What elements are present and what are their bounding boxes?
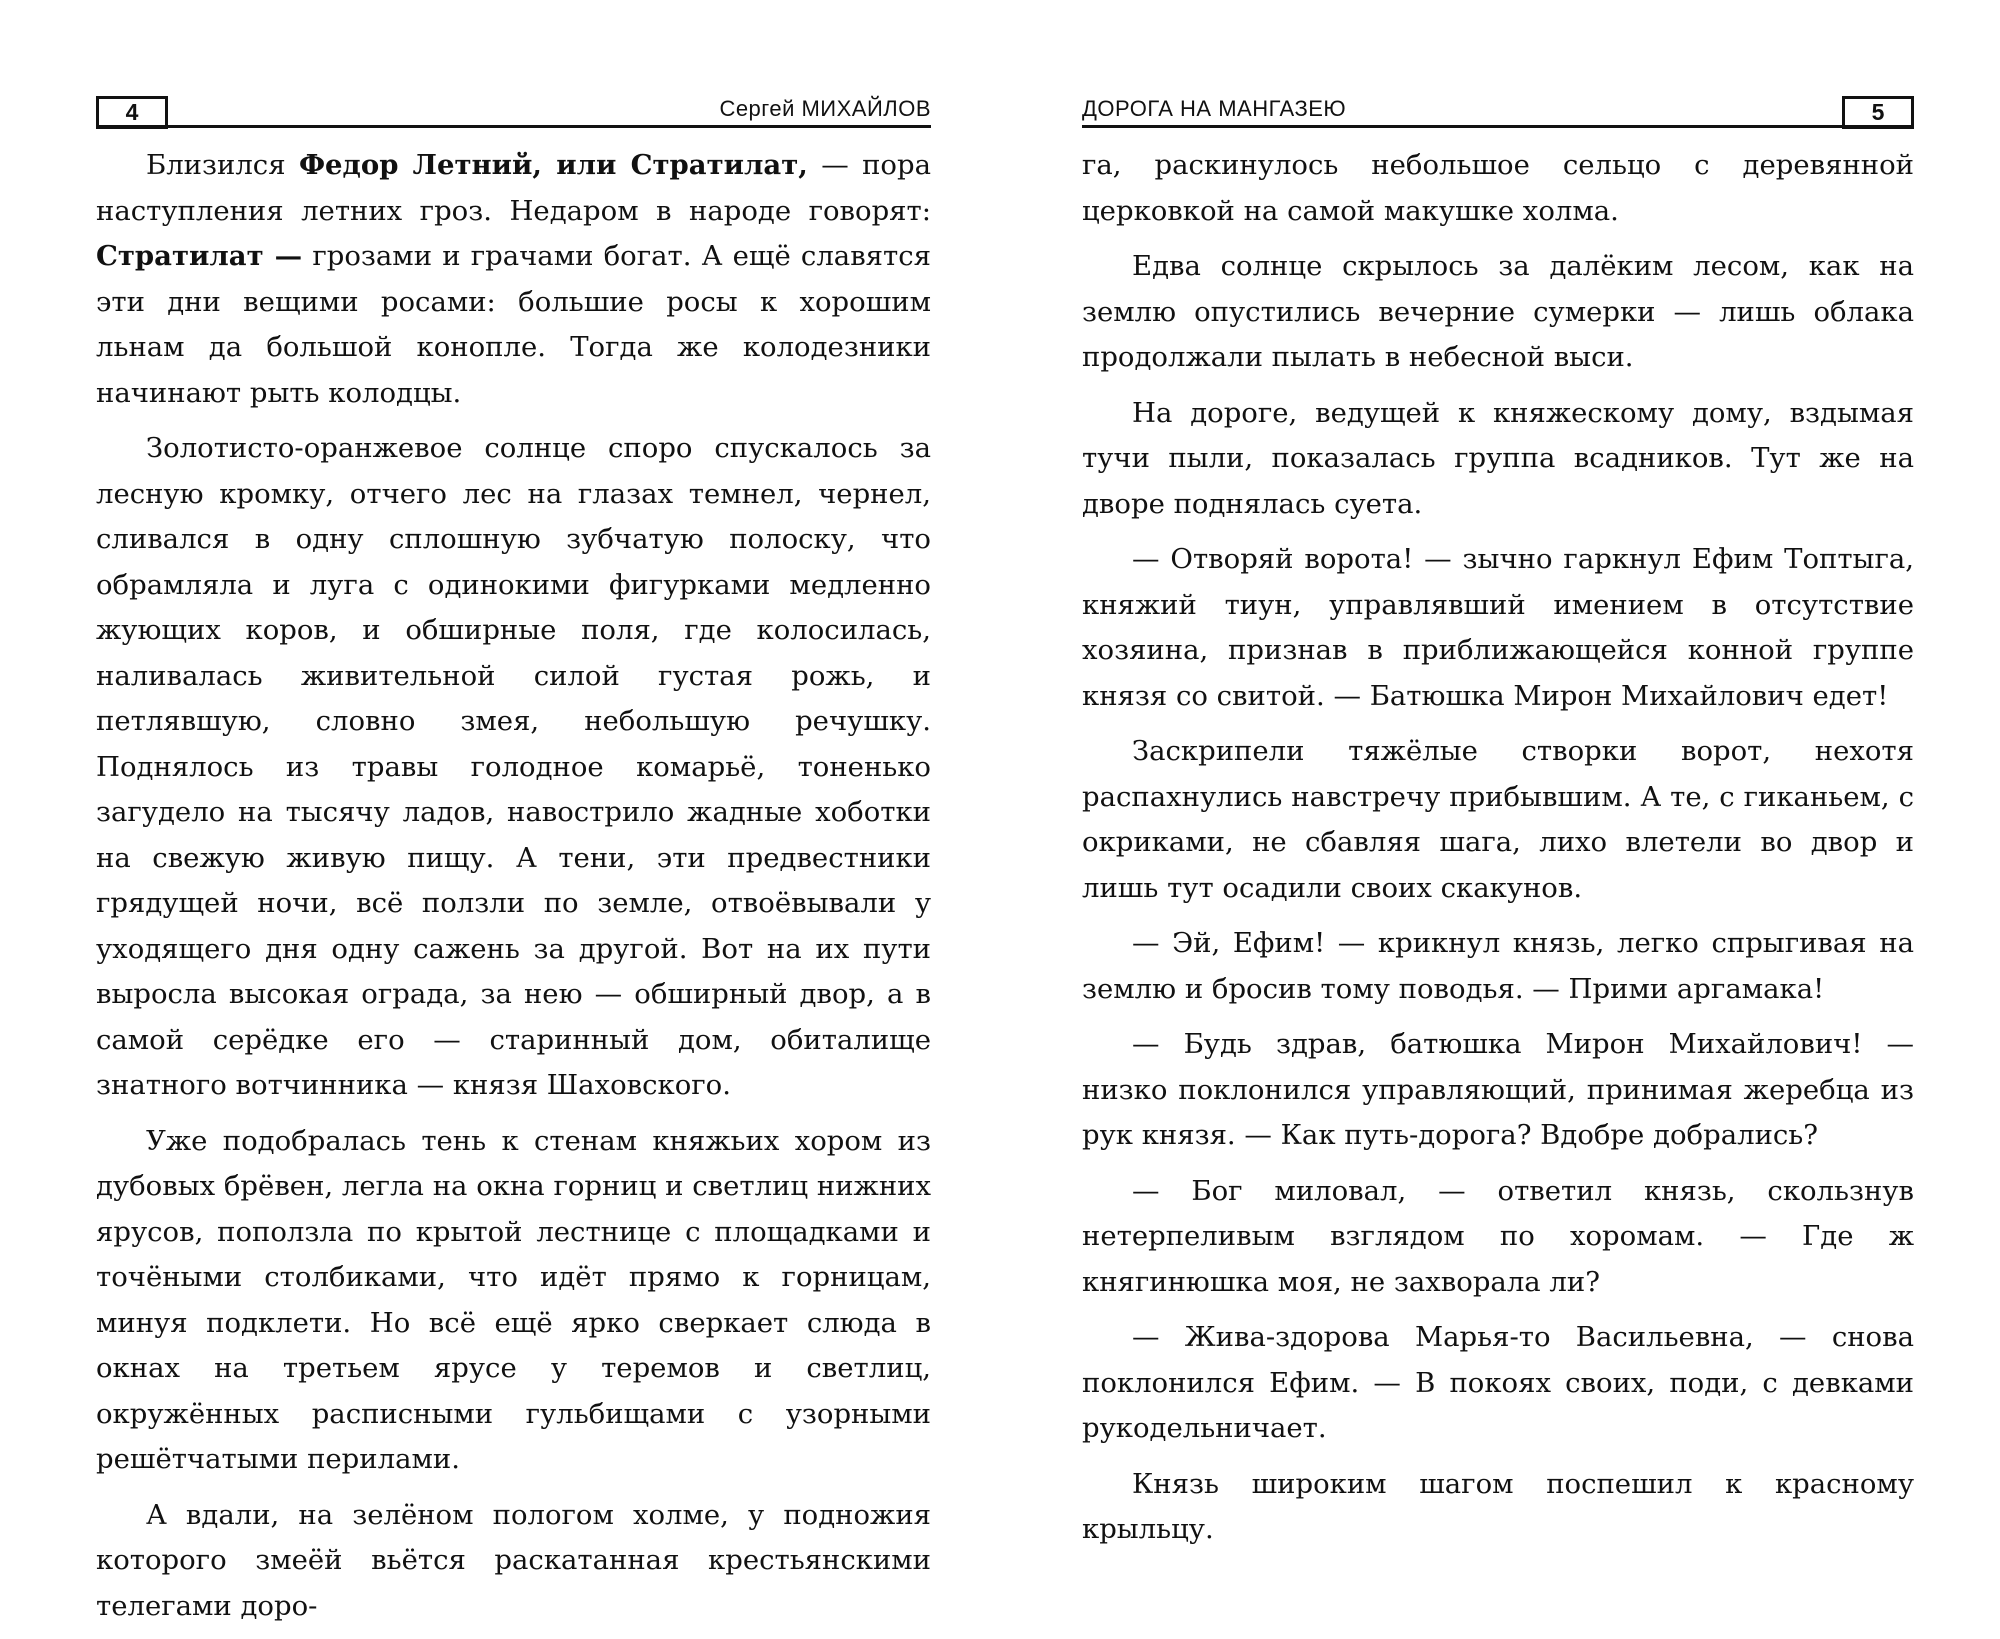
running-title-author: Сергей МИХАЙЛОВ <box>719 96 931 121</box>
paragraph: — Отворяй ворота! — зычно гаркнул Ефим Топтыга, княжий тиун, управлявший имением в отсутствие хозяина, признав в приближающейся конной группе князя со свитой. — Батюшка Мирон Михайлович едет! <box>1082 543 1914 712</box>
running-title-book: ДОРОГА НА МАНГАЗЕЮ <box>1082 96 1347 121</box>
page-number: 5 <box>1842 96 1914 129</box>
bold-phrase: Стратилат — <box>96 240 303 272</box>
left-page-text <box>96 143 931 1639</box>
bold-phrase: Федор Летний, или Стратилат, <box>298 149 808 181</box>
paragraph-continuation: га, раскинулось небольшое сельцо с деревянной церковкой на самой макушке холма. <box>1082 149 1914 227</box>
right-page-text <box>1082 143 1914 1563</box>
right-page-header <box>1082 96 1914 128</box>
paragraph: Заскрипели тяжёлые створки ворот, нехотя распахнулись навстречу прибывшим. А те, с гиканьем, с окриками, не сбавляя шага, лихо влетели во двор и лишь тут осадили своих скакунов. <box>1082 735 1914 904</box>
header-rule <box>1082 125 1914 128</box>
header-rule <box>96 125 931 128</box>
paragraph: — Будь здрав, батюшка Мирон Михайлович! — низко поклонился управляющий, принимая жеребца из рук князя. — Как путь-дорога? Вдобре добрались? <box>1082 1028 1914 1151</box>
paragraph: — Эй, Ефим! — крикнул князь, легко спрыгивая на землю и бросив тому поводья. — Прими аргамака! <box>1082 927 1914 1005</box>
paragraph: На дороге, ведущей к княжескому дому, вздымая тучи пыли, показалась группа всадников. Тут же на дворе поднялась суета. <box>1082 396 1914 520</box>
left-page <box>0 0 1000 1622</box>
paragraph: Едва солнце скрылось за далёким лесом, как на землю опустились вечерние сумерки — лишь облака продолжали пылать в небесной выси. <box>1082 250 1914 373</box>
left-page-header <box>96 96 931 128</box>
paragraph: Близился Федор Летний, или Стратилат, — пора наступления летних гроз. Недаром в народе говорят: Стратилат — грозами и грачами богат. А ещё славятся эти дни вещими росами: большие росы к хорошим льнам да большой конопле. Тогда же колодезники начинают рыть колодцы. <box>96 149 931 409</box>
paragraph: Князь широким шагом поспешил к красному крыльцу. <box>1082 1467 1914 1545</box>
paragraph: Уже подобралась тень к стенам княжьих хором из дубовых брёвен, легла на окна горниц и светлиц нижних ярусов, поползла по крытой лестнице с площадками и точёными столбиками, что идёт прямо к горницам, минуя подклети. Но всё ещё ярко сверкает слюда в окнах на третьем ярусе у теремов и светлиц, окружённых расписными гульбищами с узорными решётчатыми перилами. <box>96 1124 931 1475</box>
paragraph: — Бог миловал, — ответил князь, скользнув нетерпеливым взглядом по хоромам. — Где ж княгинюшка моя, не захворала ли? <box>1082 1174 1914 1298</box>
page-number: 4 <box>96 96 168 129</box>
paragraph: Золотисто-оранжевое солнце споро спускалось за лесную кромку, отчего лес на глазах темнел, чернел, сливался в одну сплошную зубчатую полоску, что обрамляла и луга с одинокими фигурками медленно жующих коров, и обширные поля, где колосилась, наливалась живительной силой густая рожь, и петлявшую, словно змея, небольшую речушку. Поднялось из травы голодное комарьё, тоненько загудело на тысячу ладов, навострило жадные хоботки на свежую живую пищу. А тени, эти предвестники грядущей ночи, всё ползли по земле, отвоёвывали у уходящего дня одну сажень за другой. Вот на их пути выросла высокая ограда, за нею — обширный двор, а в самой серёдке его — старинный дом, обиталище знатного вотчинника — князя Шаховского. <box>96 432 931 1101</box>
right-page <box>1000 0 2000 1545</box>
paragraph: — Жива-здорова Марья-то Васильевна, — снова поклонился Ефим. — В покоях своих, поди, с девками рукодельничает. <box>1082 1321 1914 1444</box>
paragraph: А вдали, на зелёном пологом холме, у подножия которого змеёй вьётся раскатанная крестьянскими телегами доро- <box>96 1498 931 1622</box>
